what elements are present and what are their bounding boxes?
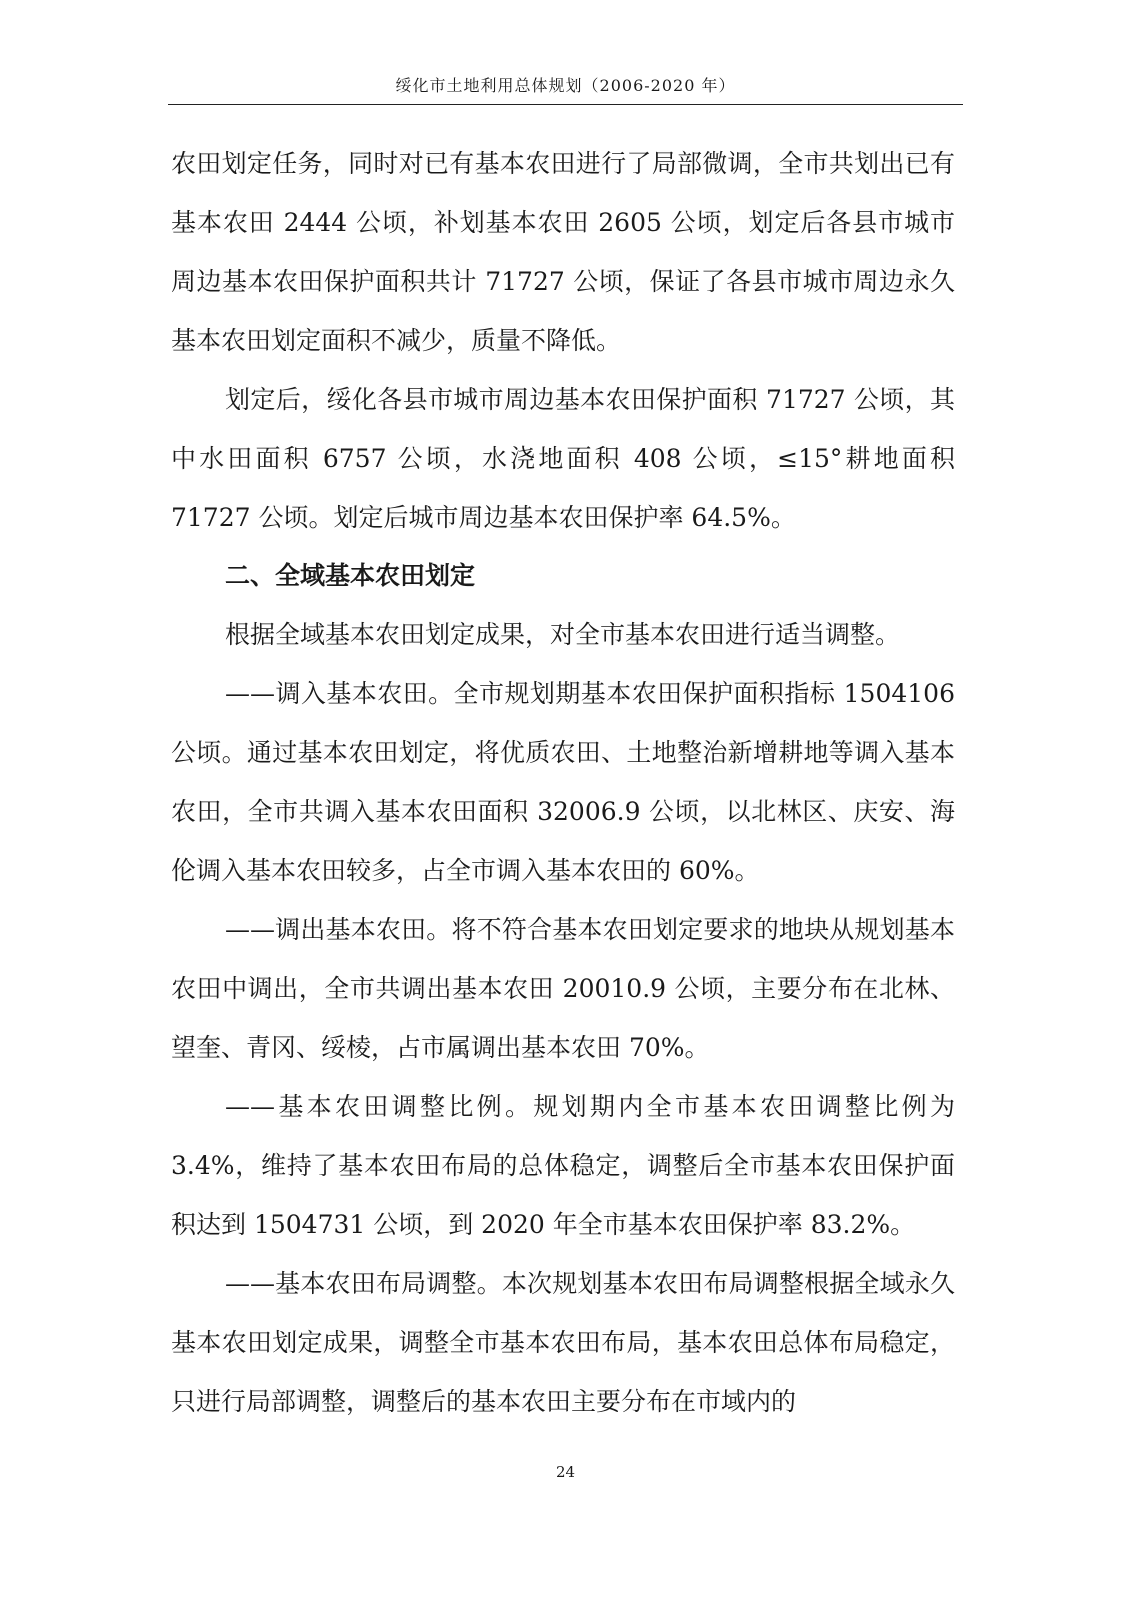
- header-rule: [168, 104, 963, 105]
- paragraph-transfer-out: ——调出基本农田。将不符合基本农田划定要求的地块从规划基本农田中调出，全市共调出基本农田 20010.9 公顷，主要分布在北林、望奎、青冈、绥棱，占市属调出基本农田 70%。: [171, 915, 955, 1062]
- paragraph-after-delineation: 划定后，绥化各县市城市周边基本农田保护面积 71727 公顷，其中水田面积 6757 公顷，水浇地面积 408 公顷，≤15°耕地面积 71727 公顷。划定后城市周边基本农田保护率 64.5%。: [171, 385, 955, 532]
- paragraph-continuation: 农田划定任务，同时对已有基本农田进行了局部微调，全市共划出已有基本农田 2444 公顷，补划基本农田 2605 公顷，划定后各县市城市周边基本农田保护面积共计 71727 公顷，保证了各县市城市周边永久基本农田划定面积不减少，质量不降低。: [171, 149, 955, 355]
- paragraph-transfer-in: ——调入基本农田。全市规划期基本农田保护面积指标 1504106 公顷。通过基本农田划定，将优质农田、土地整治新增耕地等调入基本农田，全市共调入基本农田面积 32006.9 公顷，以北林区、庆安、海伦调入基本农田较多，占全市调入基本农田的 60%。: [171, 679, 955, 885]
- paragraph-intro: 根据全域基本农田划定成果，对全市基本农田进行适当调整。: [225, 620, 901, 649]
- section-heading: 二、全域基本农田划定: [225, 561, 476, 590]
- running-header: 绥化市土地利用总体规划（2006-2020 年）: [395, 76, 736, 95]
- paragraph-layout-adjustment: ——基本农田布局调整。本次规划基本农田布局调整根据全域永久基本农田划定成果，调整全市基本农田布局，基本农田总体布局稳定，只进行局部调整，调整后的基本农田主要分布在市域内的: [171, 1269, 955, 1416]
- paragraph-adjustment-ratio: ——基本农田调整比例。规划期内全市基本农田调整比例为 3.4%，维持了基本农田布局的总体稳定，调整后全市基本农田保护面积达到 1504731 公顷，到 2020 年全市基本农田保护率 83.2%。: [171, 1092, 955, 1239]
- page-number: 24: [555, 1463, 576, 1481]
